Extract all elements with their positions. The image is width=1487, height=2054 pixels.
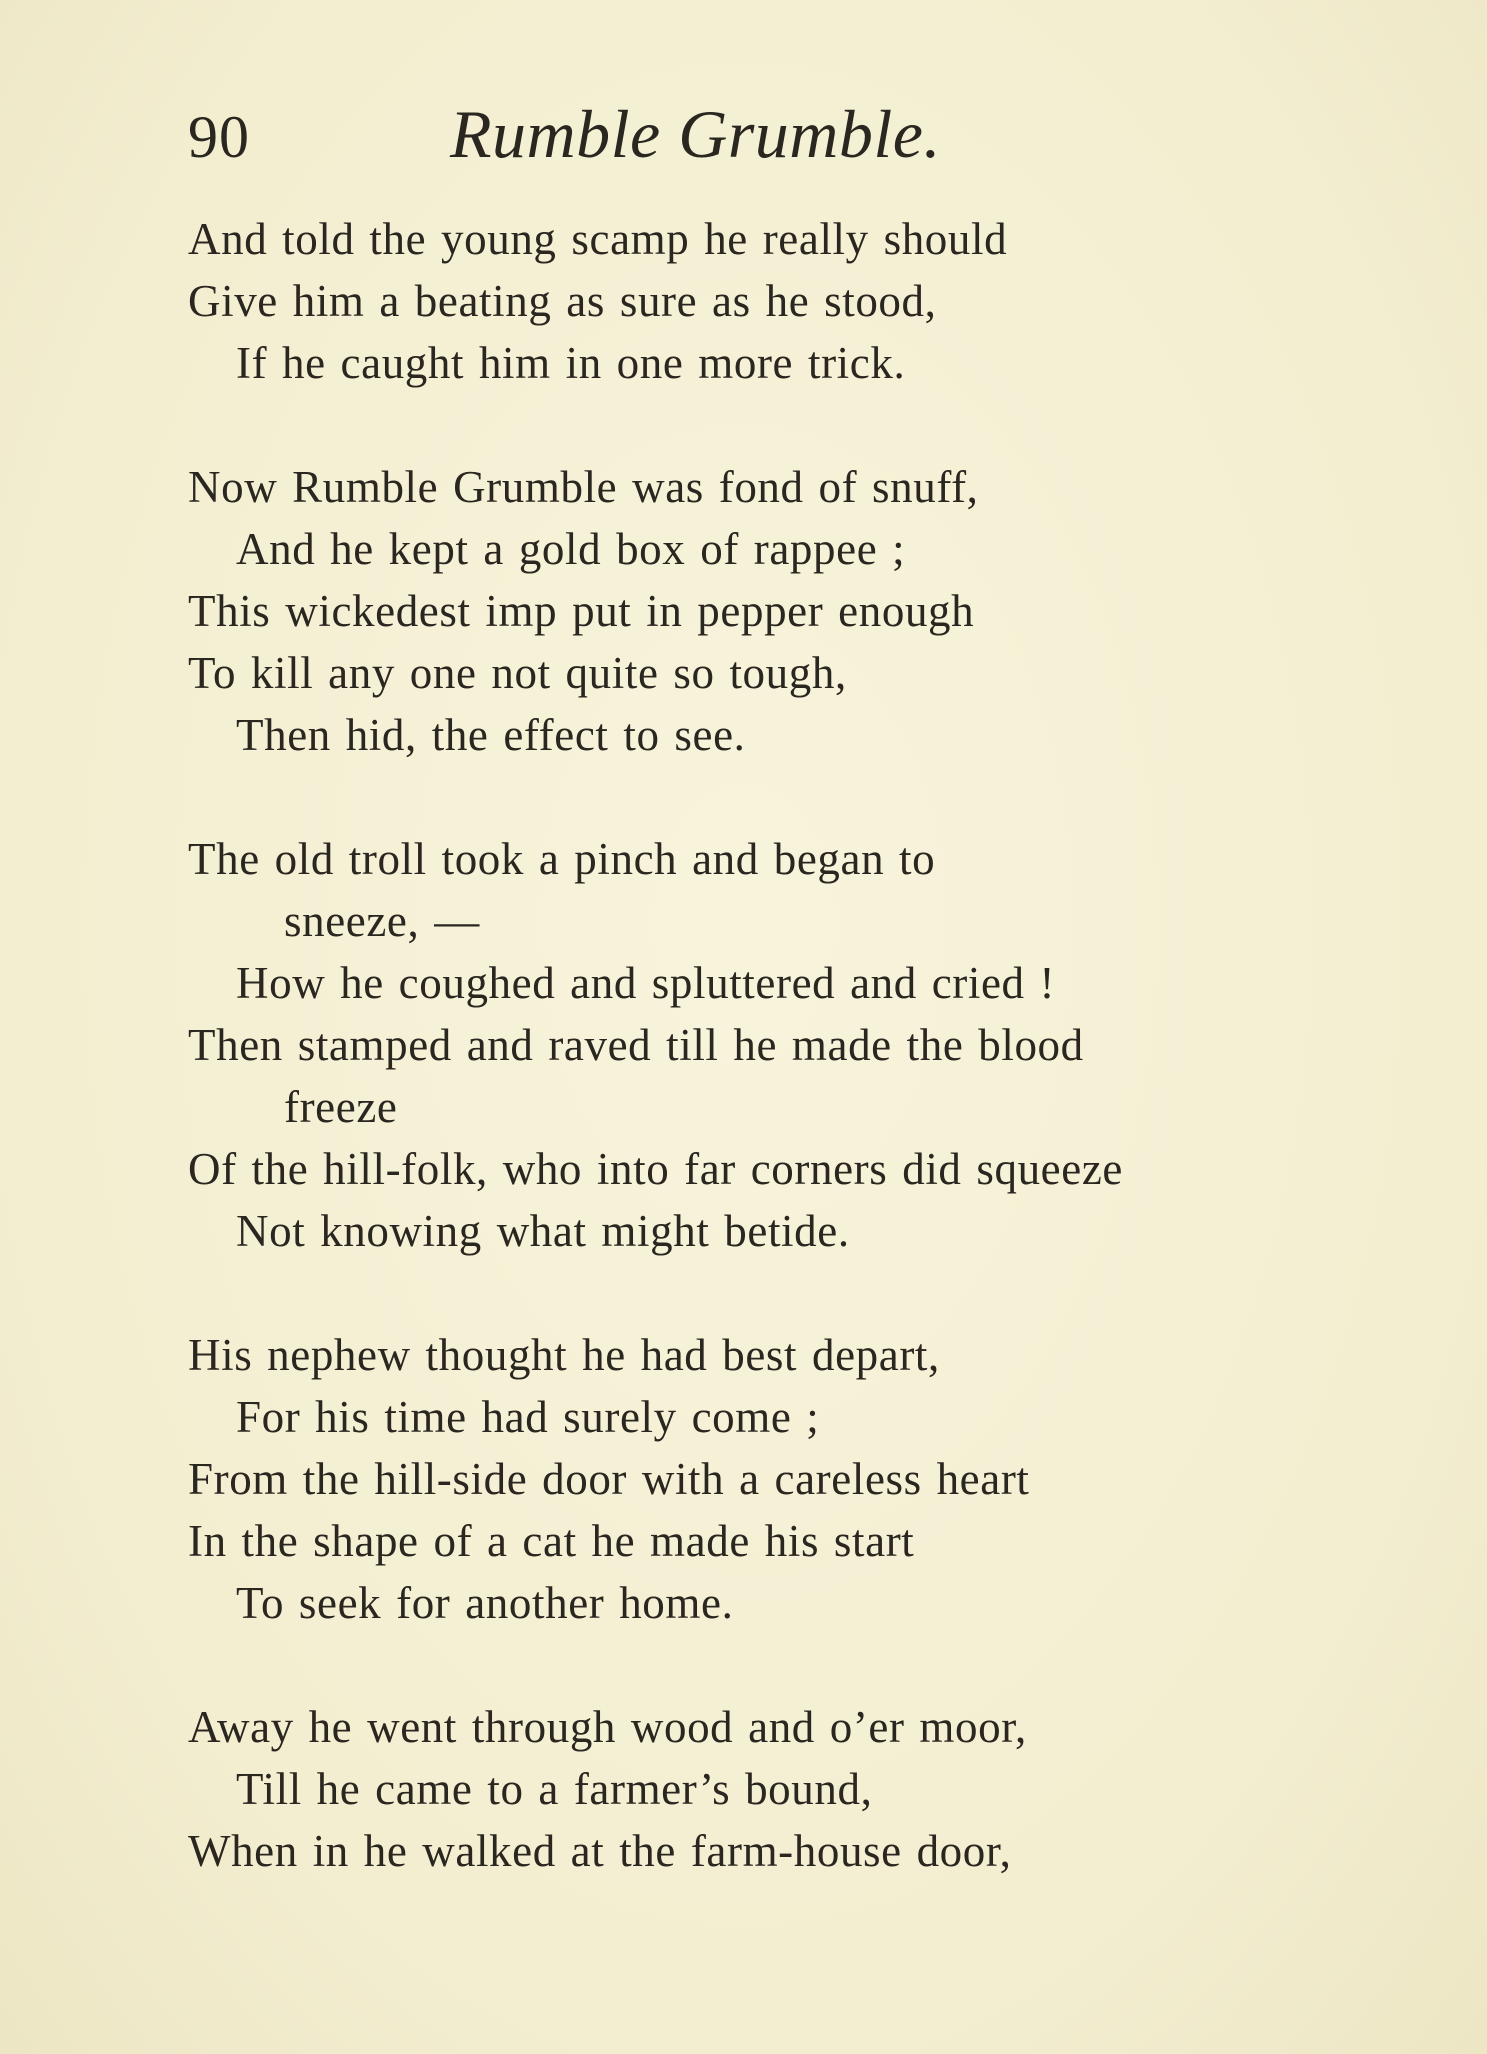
poem-line: If he caught him in one more trick. (236, 338, 906, 388)
poem-line: In the shape of a cat he made his start (188, 1516, 915, 1566)
stanza (188, 828, 1328, 1262)
page-header (188, 88, 1288, 178)
poem-line: This wickedest imp put in pepper enough (188, 586, 975, 636)
poem-line: For his time had surely come ; (236, 1392, 820, 1442)
stanza (188, 208, 1328, 394)
poem-line: To kill any one not quite so tough, (188, 648, 847, 698)
poem-line: The old troll took a pinch and began to (188, 834, 936, 884)
poem-line: From the hill-side door with a careless heart (188, 1454, 1030, 1504)
poem-line: Till he came to a farmer’s bound, (236, 1764, 873, 1814)
poem-line: Not knowing what might betide. (236, 1206, 850, 1256)
poem-line: Then hid, the effect to see. (236, 710, 746, 760)
poem-line: His nephew thought he had best depart, (188, 1330, 940, 1380)
poem-line: Give him a beating as sure as he stood, (188, 276, 937, 326)
poem-line: Now Rumble Grumble was fond of snuff, (188, 462, 979, 512)
stanza (188, 1696, 1328, 1882)
poem-body (188, 208, 1328, 1944)
poem-line: To seek for another home. (236, 1578, 734, 1628)
poem-line: Of the hill-folk, who into far corners did squeeze (188, 1144, 1123, 1194)
stanza (188, 456, 1328, 766)
poem-line: And told the young scamp he really should (188, 214, 1008, 264)
poem-line: How he coughed and spluttered and cried ! (236, 958, 1056, 1008)
running-title: Rumble Grumble. (450, 96, 941, 172)
poem-line: freeze (284, 1082, 398, 1132)
stanza (188, 1324, 1328, 1634)
poem-line: sneeze, — (284, 896, 480, 946)
page-number: 90 (188, 104, 250, 170)
poem-line: When in he walked at the farm-house door, (188, 1826, 1012, 1876)
poem-line: Then stamped and raved till he made the blood (188, 1020, 1084, 1070)
poem-line: Away he went through wood and o’er moor, (188, 1702, 1027, 1752)
poem-line: And he kept a gold box of rappee ; (236, 524, 906, 574)
